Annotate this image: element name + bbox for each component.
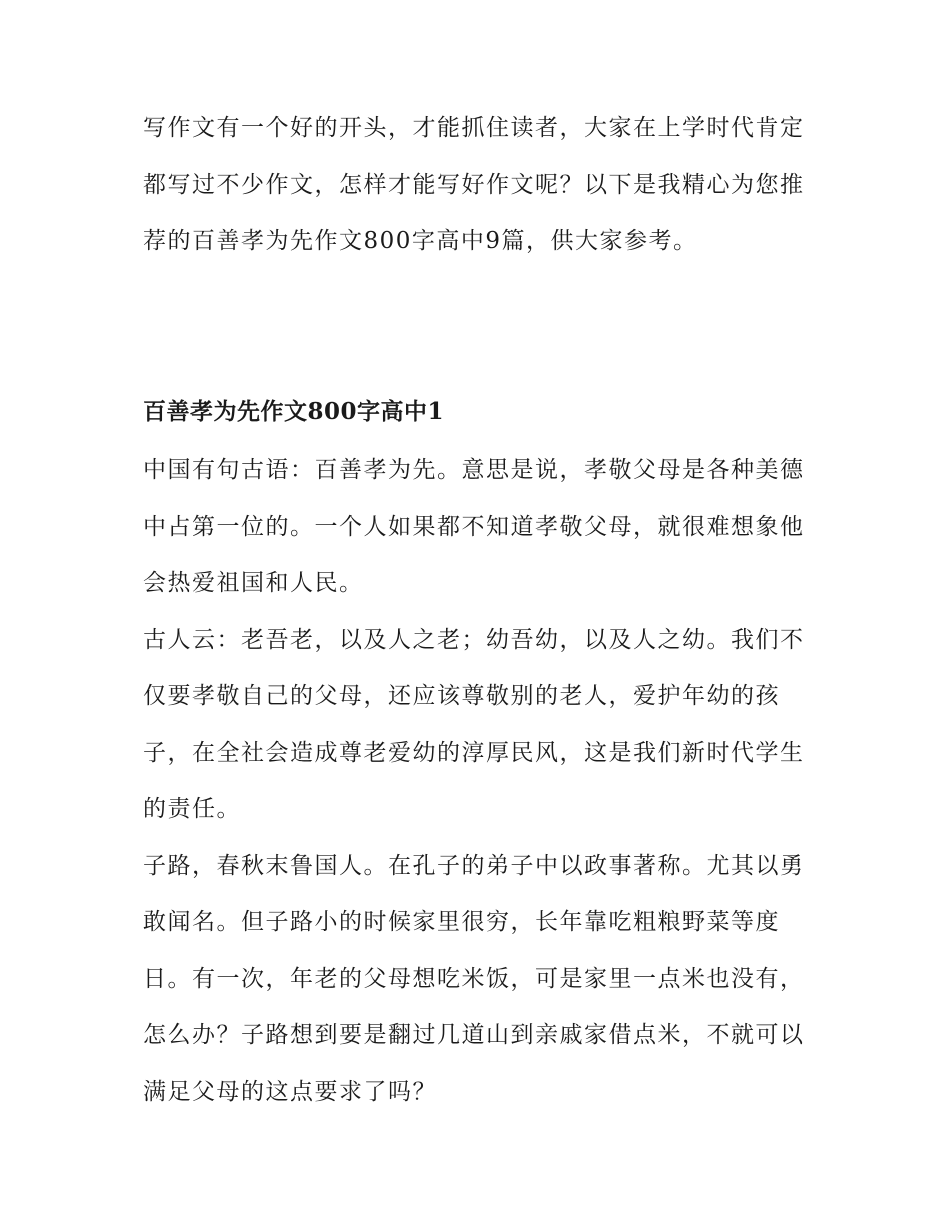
body-paragraph-1: 中国有句古语：百善孝为先。意思是说，孝敬父母是各种美德中占第一位的。一个人如果都不知道孝敬父母，就很难想象他会热爱祖国和人民。 bbox=[143, 457, 805, 596]
body-paragraph-3: 子路，春秋末鲁国人。在孔子的弟子中以政事著称。尤其以勇敢闻名。但子路小的时候家里很穷，长年靠吃粗粮野菜等度日。有一次，年老的父母想吃米饭，可是家里一点米也没有，怎么办？子路想到要是翻过几道山到亲戚家借点米，不就可以满足父母的这点要求了吗？ bbox=[143, 852, 805, 1105]
body-paragraph-2: 古人云：老吾老，以及人之老；幼吾幼，以及人之幼。我们不仅要孝敬自己的父母，还应该尊敬别的老人，爱护年幼的孩子，在全社会造成尊老爱幼的淳厚民风，这是我们新时代学生的责任。 bbox=[143, 626, 805, 822]
section-title: 百善孝为先作文800字高中1 bbox=[143, 398, 445, 425]
section-body bbox=[143, 442, 823, 1120]
intro-paragraph: 写作文有一个好的开头，才能抓住读者，大家在上学时代肯定都写过不少作文，怎样才能写好作文呢？以下是我精心为您推荐的百善孝为先作文800字高中9篇，供大家参考。 bbox=[143, 115, 805, 254]
